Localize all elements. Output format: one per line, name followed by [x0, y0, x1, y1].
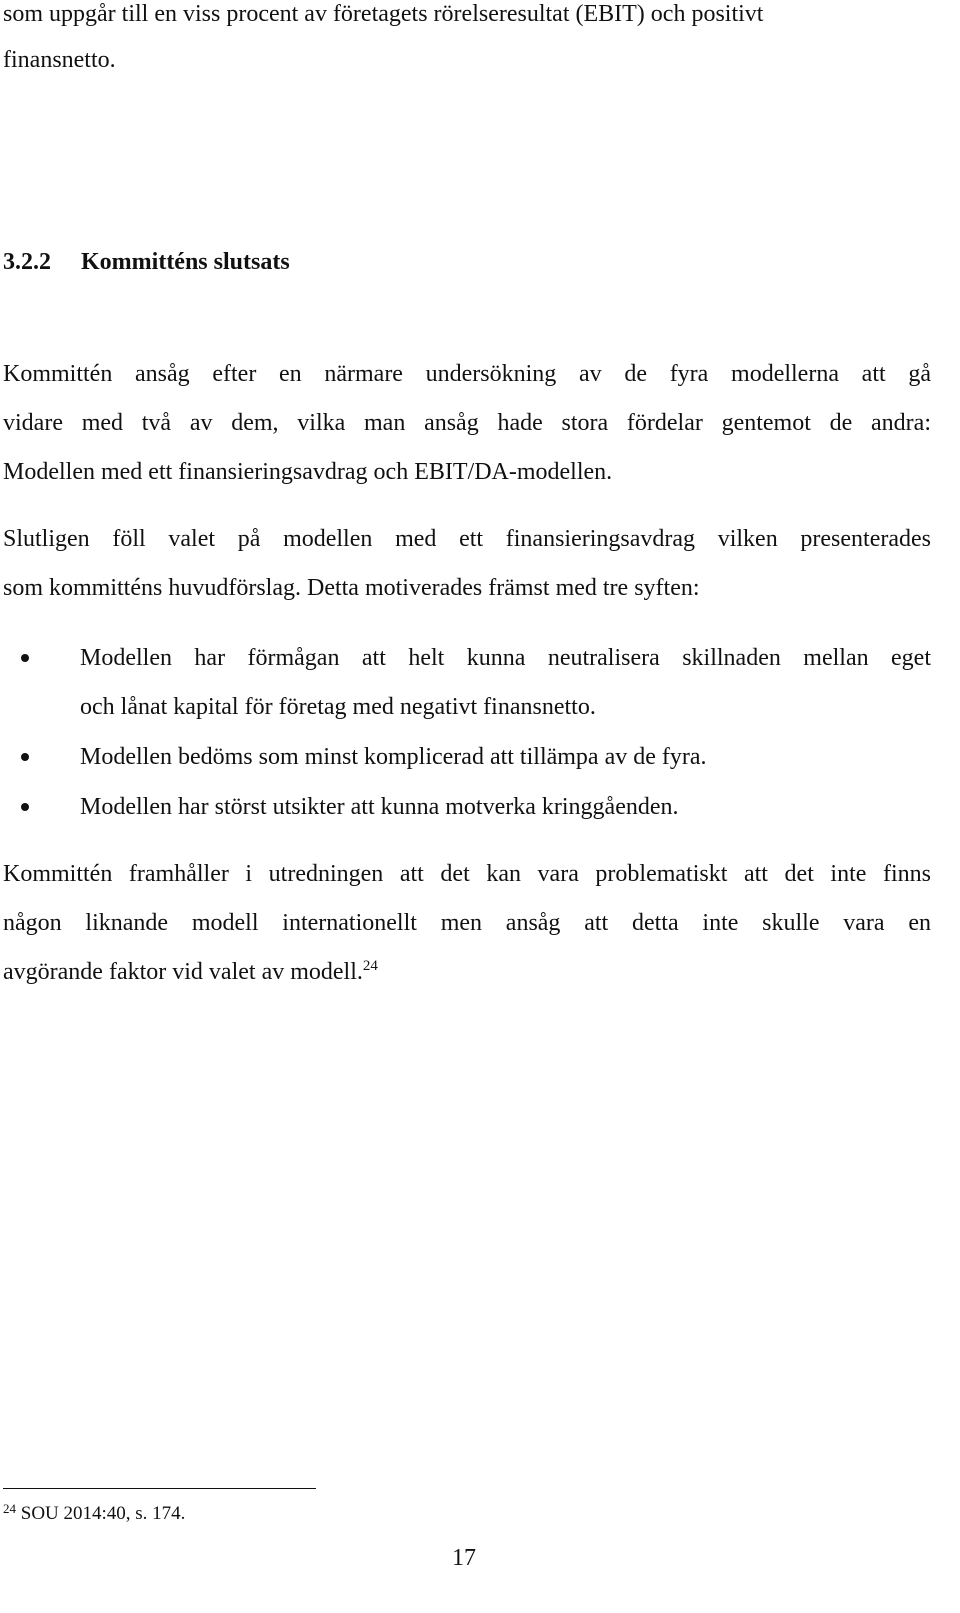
footnote-separator [3, 1488, 316, 1489]
page-number: 17 [452, 1545, 476, 1571]
bullet-2-line-1: Modellen bedöms som minst komplicerad att tillämpa av de fyra. [80, 744, 707, 770]
section-title: Kommitténs slutsats [81, 249, 290, 275]
footnote-marker: 24 [3, 1501, 16, 1516]
paragraph1-line-2: vidare med två av dem, vilka man ansåg hade stora fördelar gentemot de andra: [3, 410, 931, 436]
paragraph1-line-1: Kommittén ansåg efter en närmare undersökning av de fyra modellerna att gå [3, 361, 931, 387]
bullet-1-line-1: Modellen har förmågan att helt kunna neutralisera skillnaden mellan eget [80, 645, 931, 671]
bullet-dot-icon [21, 753, 29, 761]
bullet-dot-icon [21, 654, 29, 662]
paragraph3-line-3: avgörande faktor vid valet av modell.$^{24}$ [3, 958, 378, 985]
footnote-reference: 24 [362, 958, 378, 974]
footnote [3, 1503, 185, 1525]
paragraph2-line-2: som kommitténs huvudförslag. Detta motiverades främst med tre syften: [3, 575, 700, 601]
paragraph3-line-2: någon liknande modell internationellt men ansåg att detta inte skulle vara en [3, 910, 931, 936]
paragraph2-line-1: Slutligen föll valet på modellen med ett finansieringsavdrag vilken presenterades [3, 526, 931, 552]
section-heading [3, 248, 290, 276]
bullet-3-line-1: Modellen har störst utsikter att kunna motverka kringgåenden. [80, 794, 679, 820]
paragraph3-line-1: Kommittén framhåller i utredningen att det kan vara problematiskt att det inte finns [3, 861, 931, 887]
bullet-1-line-2: och lånat kapital för företag med negativt finansnetto. [80, 694, 596, 720]
bullet-dot-icon [21, 803, 29, 811]
footnote-text: SOU 2014:40, s. 174. [20, 1503, 186, 1524]
intro-line-1: som uppgår till en viss procent av företagets rörelseresultat (EBIT) och positivt [3, 1, 764, 27]
paragraph1-line-3: Modellen med ett finansieringsavdrag och EBIT/DA-modellen. [3, 459, 613, 485]
section-number: 3.2.2 [3, 249, 51, 275]
intro-line-2: finansnetto. [3, 47, 116, 73]
